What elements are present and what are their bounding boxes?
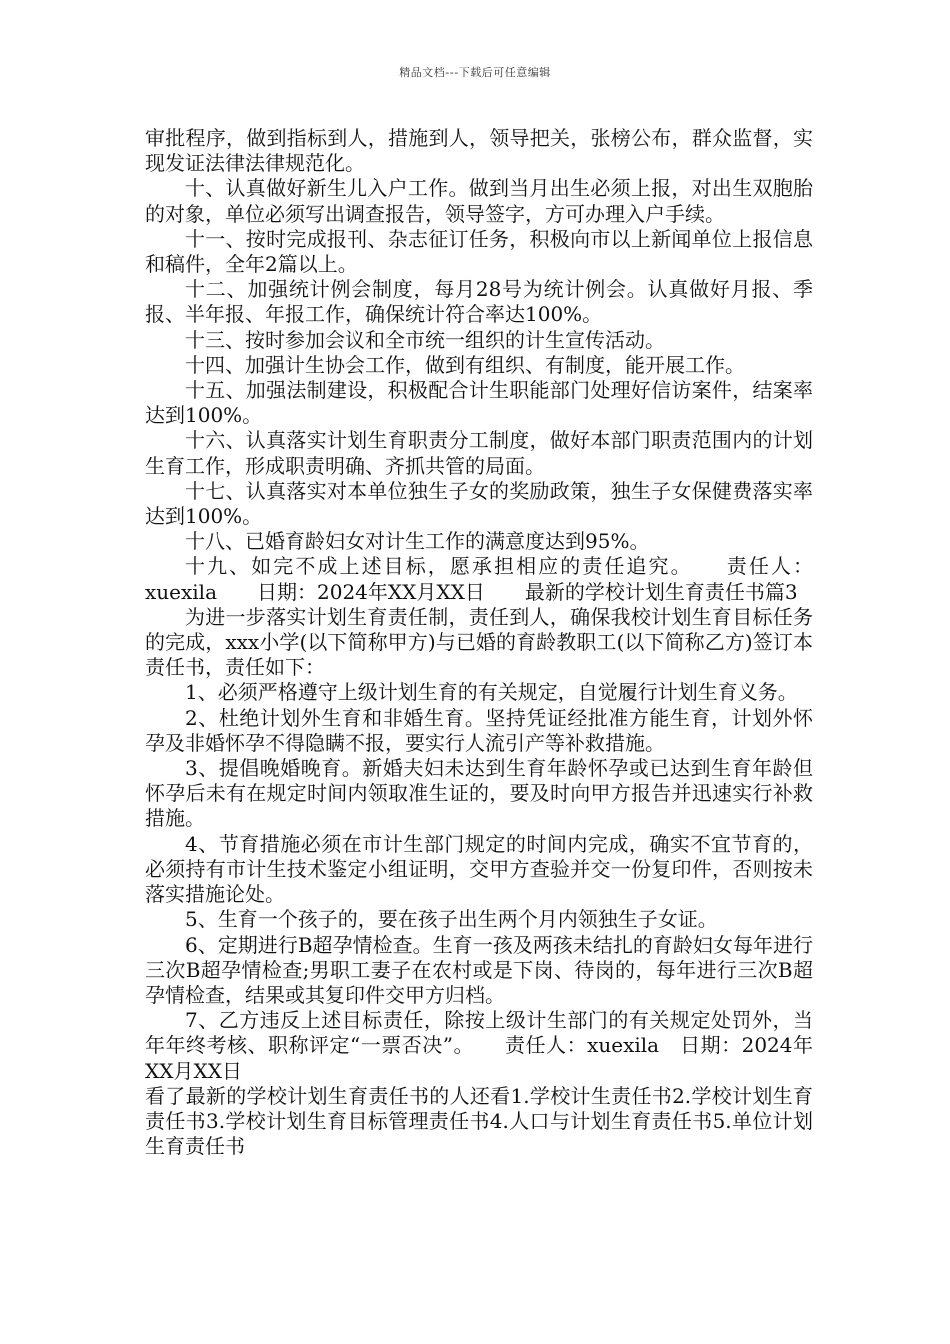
paragraph: 十七、认真落实对本单位独生子女的奖励政策，独生子女保健费落实率达到100%。 — [145, 478, 813, 529]
paragraph: 十六、认真落实计划生育职责分工制度，做好本部门职责范围内的计划生育工作，形成职责明确、齐抓共管的局面。 — [145, 428, 813, 478]
paragraph: 十九、如完不成上述目标，愿承担相应的责任追究。 责任人：xuexila 日期：2024年XX月XX日 最新的学校计划生育责任书篇3 — [145, 554, 813, 604]
paragraph: 7、乙方违反上述目标责任，除按上级计生部门的有关规定处罚外，当年年终考核、职称评定“一票否决”。 责任人：xuexila 日期：2024年XX月XX日 — [145, 1008, 813, 1083]
document-body — [145, 126, 813, 1159]
paragraph: 4、节育措施必须在市计生部门规定的时间内完成，确实不宜节育的，必须持有市计生技术鉴定小组证明，交甲方查验并交一份复印件，否则按未落实措施论处。 — [145, 831, 813, 907]
paragraph: 十八、已婚育龄妇女对计生工作的满意度达到95%。 — [185, 529, 650, 554]
paragraph: 十二、加强统计例会制度，每月28号为统计例会。认真做好月报、季报、半年报、年报工作，确保统计符合率达100%。 — [145, 277, 813, 327]
paragraph: 十、认真做好新生儿入户工作。做到当月出生必须上报，对出生双胞胎的对象，单位必须写出调查报告，领导签字，方可办理入户手续。 — [145, 176, 813, 226]
paragraph: 2、杜绝计划外生育和非婚生育。坚持凭证经批准方能生育，计划外怀孕及非婚怀孕不得隐瞒不报，要实行人流引产等补救措施。 — [145, 705, 813, 755]
paragraph: 审批程序，做到指标到人，措施到人，领导把关，张榜公布，群众监督，实现发证法律法律规范化。 — [145, 126, 813, 176]
paragraph: 十五、加强法制建设，积极配合计生职能部门处理好信访案件，结案率达到100%。 — [145, 378, 813, 428]
paragraph: 6、定期进行B超孕情检查。生育一孩及两孩未结扎的育龄妇女每年进行三次B超孕情检查;男职工妻子在农村或是下岗、待岗的，每年进行三次B超孕情检查，结果或其复印件交甲方归档。 — [145, 932, 813, 1007]
paragraph: 3、提倡晚婚晚育。新婚夫妇未达到生育年龄怀孕或已达到生育年龄但怀孕后未有在规定时间内领取准生证的，要及时向甲方报告并迅速实行补救措施。 — [145, 756, 813, 831]
paragraph: 十一、按时完成报刊、杂志征订任务，积极向市以上新闻单位上报信息和稿件，全年2篇以上。 — [145, 226, 813, 277]
paragraph: 十四、加强计生协会工作，做到有组织、有制度，能开展工作。 — [185, 352, 745, 377]
paragraph: 1、必须严格遵守上级计划生育的有关规定，自觉履行计划生育义务。 — [185, 680, 798, 705]
paragraph: 5、生育一个孩子的，要在孩子出生两个月内领独生子女证。 — [185, 907, 718, 932]
paragraph: 十三、按时参加会议和全市统一组织的计生宣传活动。 — [185, 327, 665, 352]
page-header: 精品文档---下载后可任意编辑 — [399, 66, 551, 79]
related-links-paragraph: 看了最新的学校计划生育责任书的人还看1.学校计生责任书2.学校计划生育责任书3.学校计划生育目标管理责任书4.人口与计划生育责任书5.单位计划生育责任书 — [145, 1083, 813, 1159]
paragraph: 为进一步落实计划生育责任制，责任到人，确保我校计划生育目标任务的完成，xxx小学(以下简称甲方)与已婚的育龄教职工(以下简称乙方)签订本责任书，责任如下： — [145, 604, 813, 680]
